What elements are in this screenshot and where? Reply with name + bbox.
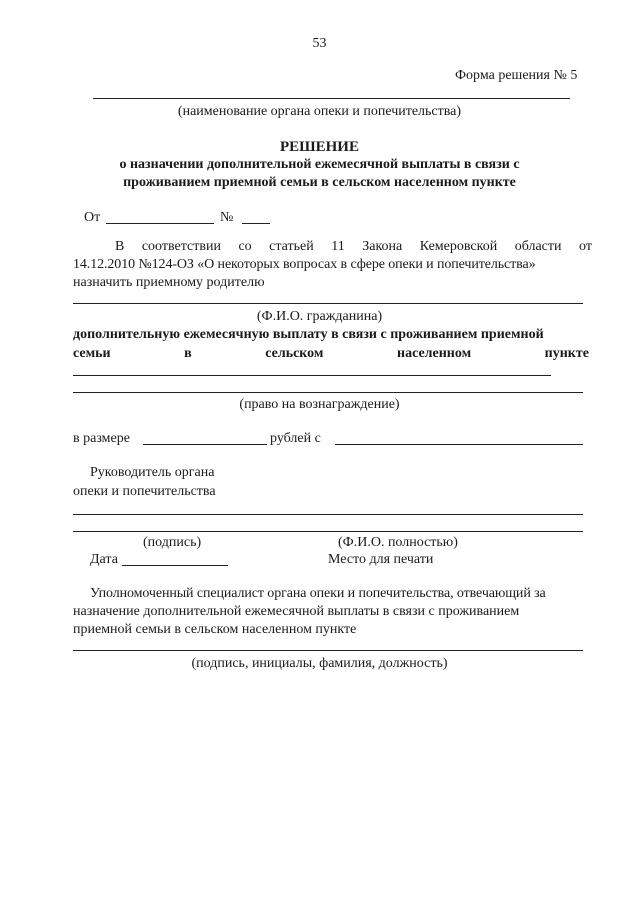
signature-caption: (подпись) [143, 535, 202, 550]
para1-word: со [238, 239, 252, 254]
para1-word: 11 [331, 239, 345, 254]
payment-line2 [73, 346, 589, 362]
payment-word: семьи [73, 346, 111, 361]
date-blank-line [106, 223, 214, 224]
amount-label: в размере [73, 431, 130, 446]
final-caption: (подпись, инициалы, фамилия, должность) [191, 656, 448, 671]
para1-line1 [115, 239, 592, 255]
fio-line [73, 303, 583, 304]
full-name-caption: (Ф.И.О. полностью) [338, 535, 458, 550]
form-label: Форма решения № 5 [455, 68, 578, 83]
para1-word: статьей [269, 239, 314, 254]
rubles-from-label: рублей с [270, 431, 321, 446]
start-date-blank-line [335, 444, 583, 445]
specialist-sign-line [73, 650, 583, 651]
fio-caption: (Ф.И.О. гражданина) [256, 309, 383, 324]
page-number: 53 [312, 36, 327, 51]
specialist-line1: Уполномоченный специалист органа опеки и попечительства, отвечающий за [90, 586, 546, 601]
number-label: № [220, 210, 234, 225]
payment-word: сельском [265, 346, 324, 361]
head-sign-line-2 [73, 531, 583, 532]
right-caption: (право на вознаграждение) [239, 397, 400, 412]
stamp-label: Место для печати [328, 552, 434, 567]
head-sign-line-1 [73, 514, 583, 515]
specialist-line3: приемной семьи в сельском населенном пункте [73, 622, 357, 637]
right-line-1 [73, 375, 551, 376]
org-caption: (наименование органа опеки и попечительства) [177, 104, 462, 119]
para1-word: В [115, 239, 125, 254]
number-blank-line [242, 223, 270, 224]
para1-word: Закона [362, 239, 403, 254]
amount-blank-line [143, 444, 267, 445]
para1-line2: 14.12.2010 №124-ОЗ «О некоторых вопросах в сфере опеки и попечительства» [73, 257, 536, 272]
signing-date-blank-line [122, 565, 228, 566]
decision-title: РЕШЕНИЕ [280, 139, 359, 155]
para1-word: области [514, 239, 562, 254]
right-line-2 [73, 392, 583, 393]
decision-subtitle-line2: проживанием приемной семьи в сельском населенном пункте [123, 175, 516, 190]
para1-word: Кемеровской [419, 239, 498, 254]
para1-word: от [579, 239, 592, 254]
decision-subtitle-line1: о назначении дополнительной ежемесячной выплаты в связи с [119, 157, 520, 172]
payment-word: в [184, 346, 192, 361]
date-label: Дата [90, 552, 118, 567]
payment-word: пункте [544, 346, 589, 361]
from-label: От [84, 210, 101, 225]
head-line2: опеки и попечительства [73, 484, 216, 499]
payment-word: населенном [397, 346, 472, 361]
org-name-line [93, 98, 570, 99]
para1-line3: назначить приемному родителю [73, 275, 265, 290]
specialist-line2: назначение дополнительной ежемесячной выплаты в связи с проживанием [73, 604, 520, 619]
para1-word: соответствии [141, 239, 221, 254]
head-line1: Руководитель органа [90, 465, 215, 480]
payment-line1: дополнительную ежемесячную выплату в связи с проживанием приемной [73, 327, 544, 342]
